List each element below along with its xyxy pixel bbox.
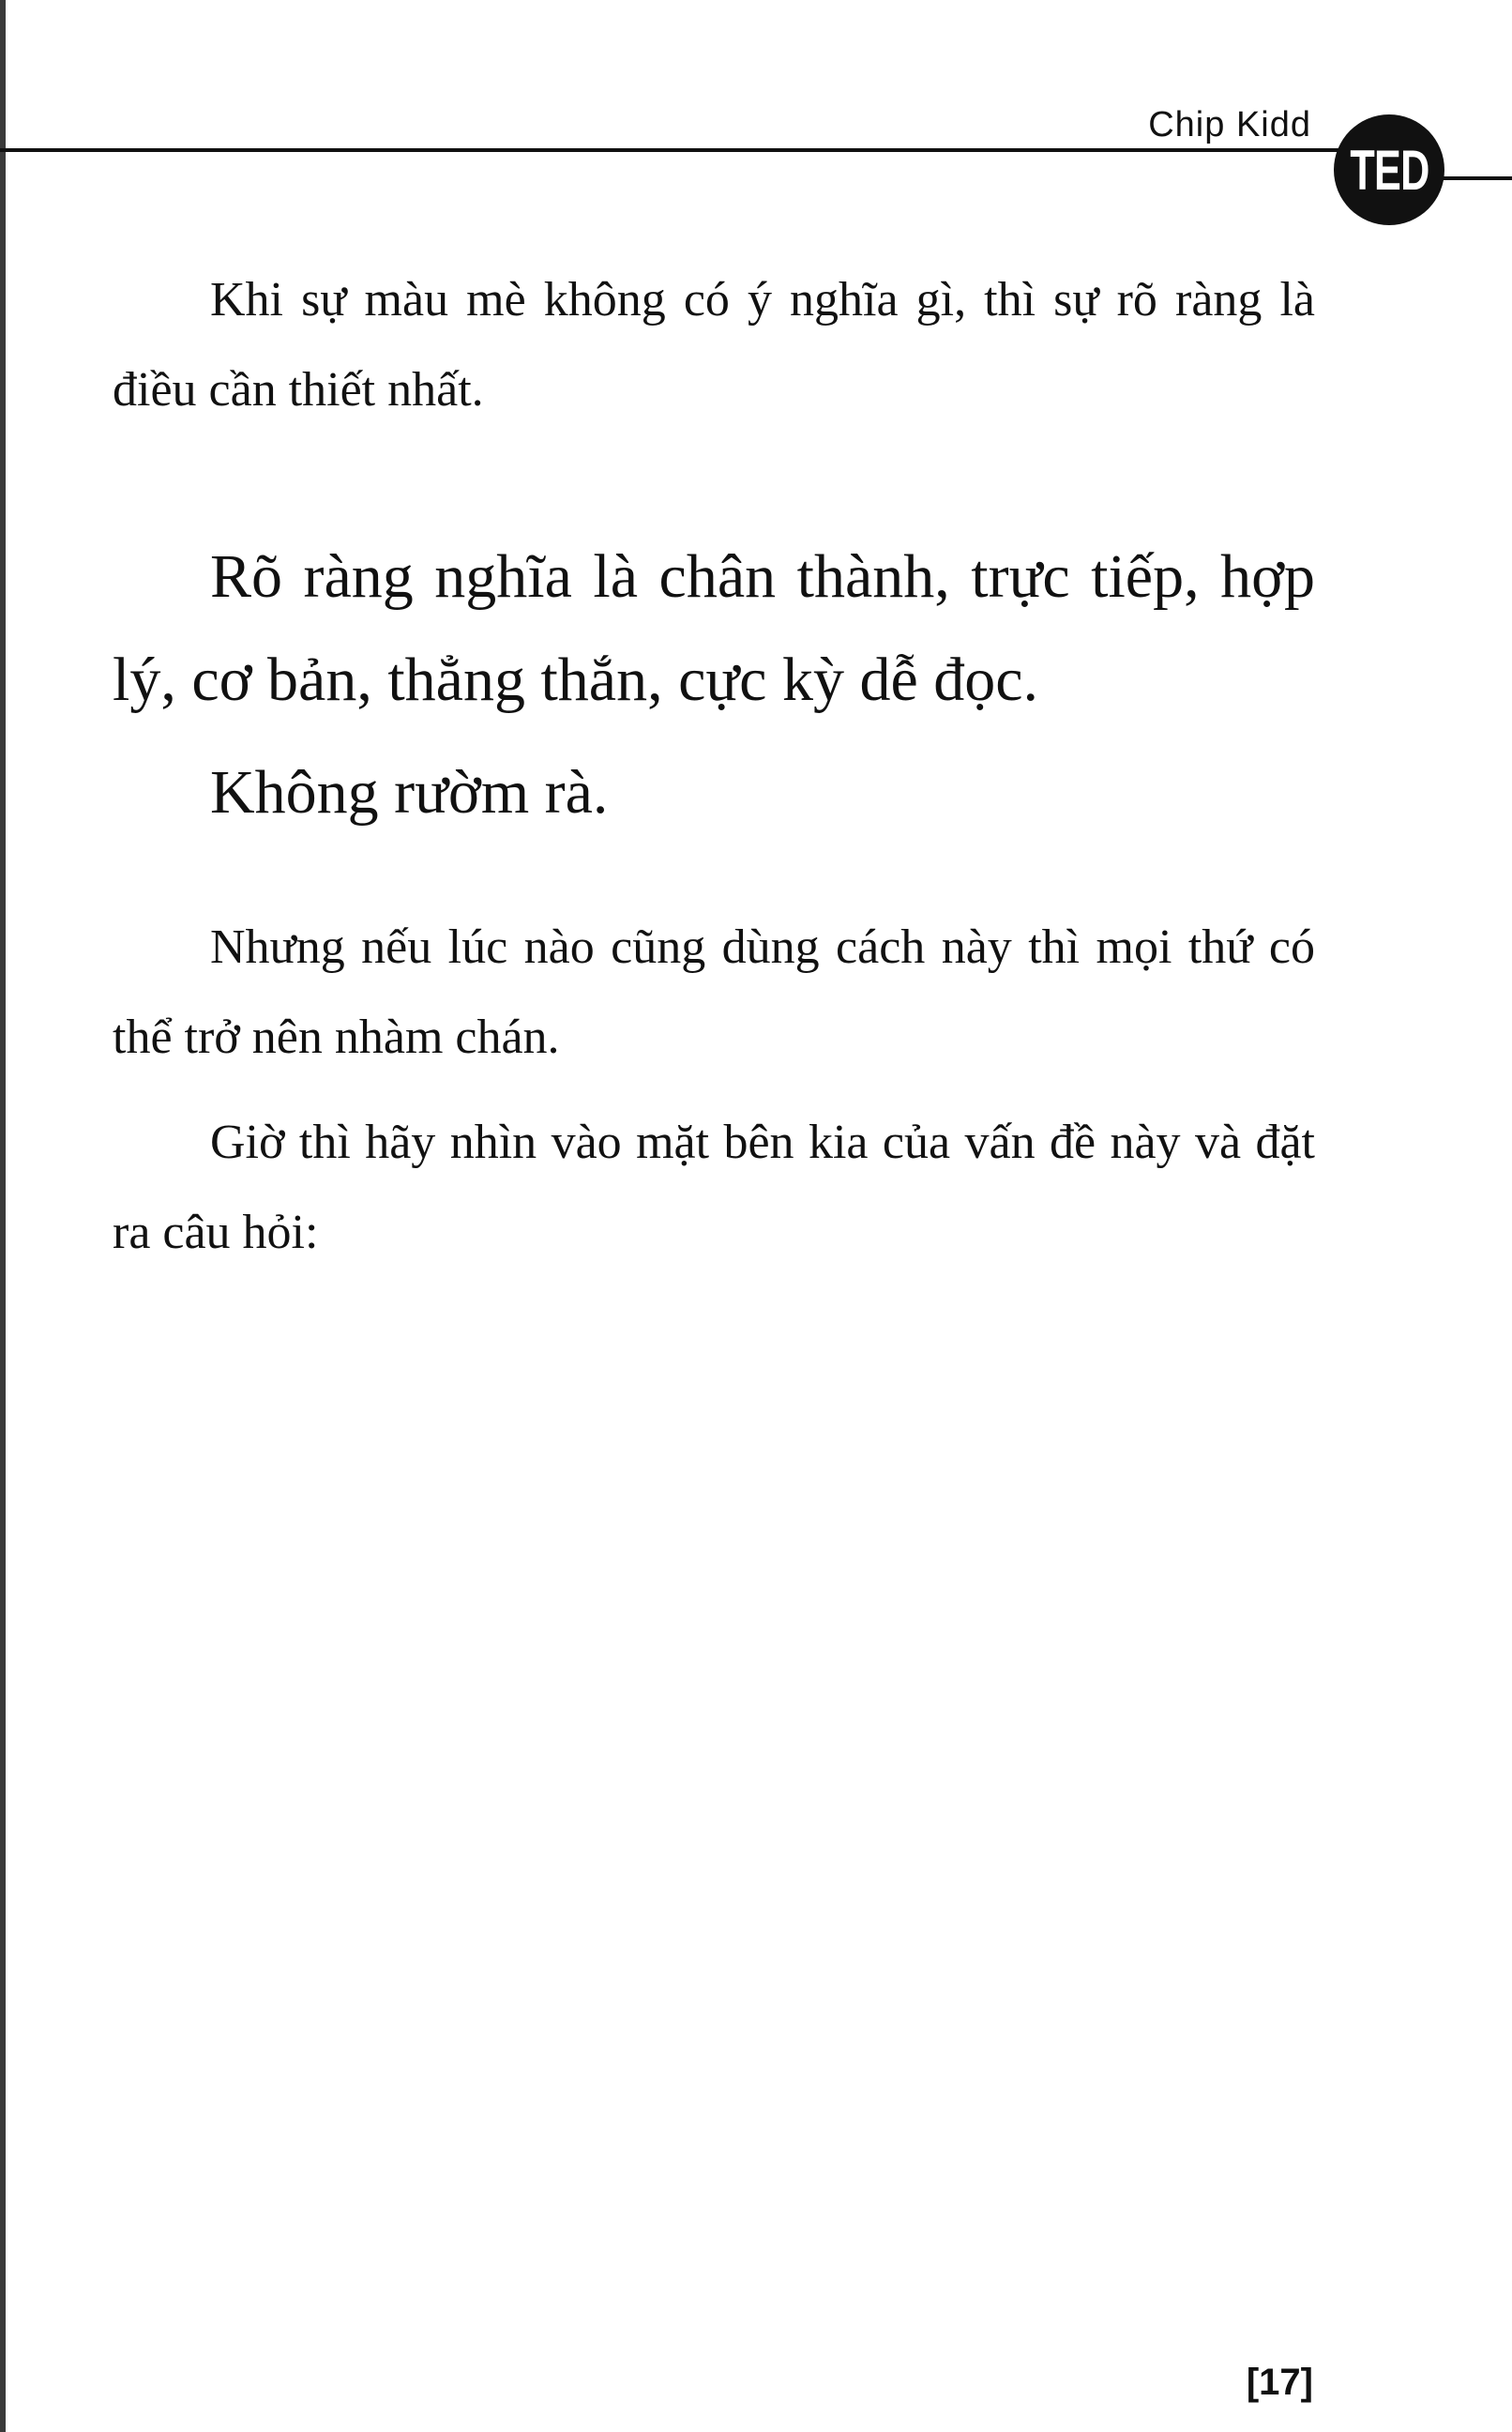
page-edge xyxy=(0,0,6,2432)
running-head-author: Chip Kidd xyxy=(1148,105,1311,144)
emphasis-paragraph-1: Rõ ràng nghĩa là chân thành, trực tiếp, hợp lý, cơ bản, thẳng thắn, cực kỳ dễ đọc. xyxy=(113,542,1315,714)
paragraph-3: Giờ thì hãy nhìn vào mặt bên kia của vấn đề này và đặt ra câu hỏi: xyxy=(113,1116,1315,1259)
ted-logo-badge xyxy=(1334,114,1444,225)
header-rule xyxy=(0,148,1351,152)
paragraph-1: Khi sự màu mè không có ý nghĩa gì, thì sự rõ ràng là điều cần thiết nhất. xyxy=(113,273,1315,417)
header-rule-right xyxy=(1435,176,1512,180)
paragraph-2: Nhưng nếu lúc nào cũng dùng cách này thì mọi thứ có thể trở nên nhàm chán. xyxy=(113,920,1315,1064)
page-number: [17] xyxy=(1246,2362,1313,2403)
ted-logo-text: TED xyxy=(1349,138,1429,202)
emphasis-paragraph-2: Không rườm rà. xyxy=(210,758,609,827)
